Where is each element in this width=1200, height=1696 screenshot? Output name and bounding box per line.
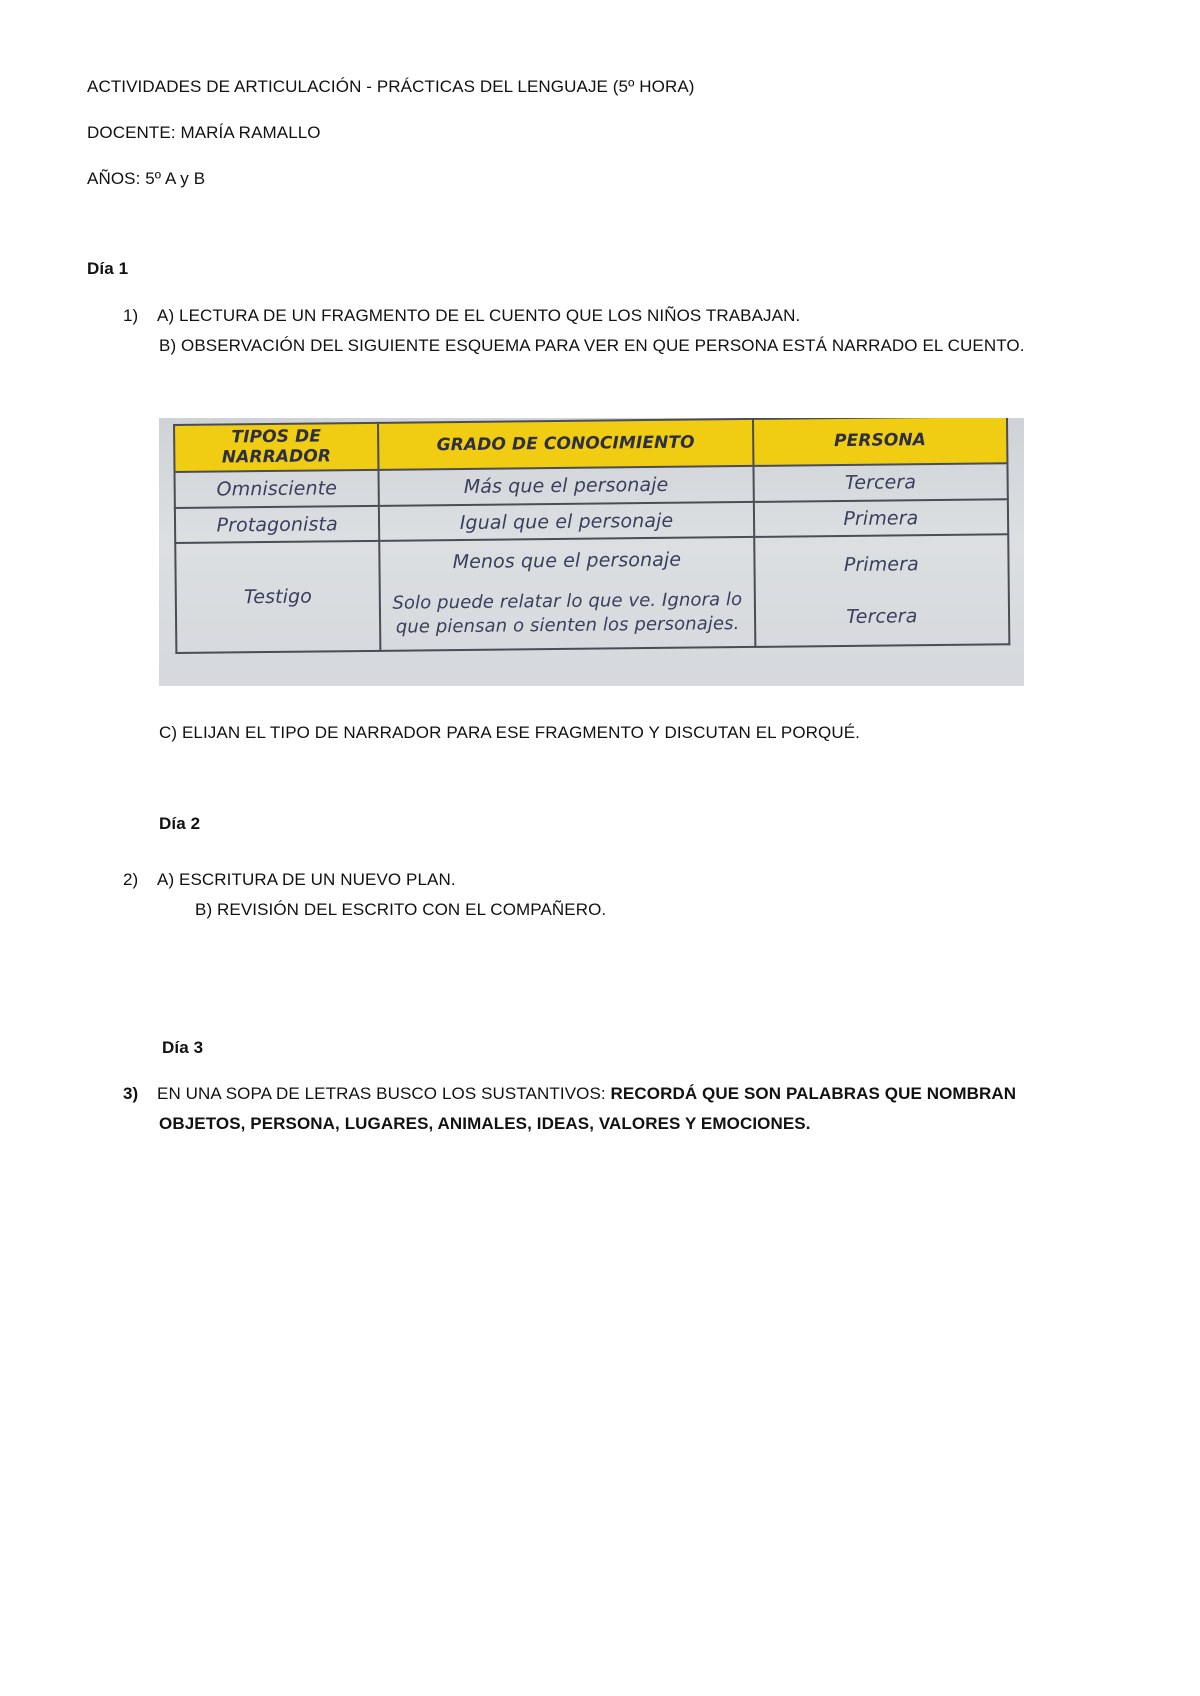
day1-number: 1) — [123, 306, 139, 325]
day1-heading: Día 1 — [87, 259, 129, 278]
document-title: ACTIVIDADES DE ARTICULACIÓN - PRÁCTICAS DEL LENGUAJE (5º HORA) — [87, 77, 695, 96]
day3-bold-2: OBJETOS, PERSONA, LUGARES, ANIMALES, IDEAS, VALORES Y EMOCIONES. — [159, 1114, 811, 1133]
table-cell: Primera — [754, 499, 1009, 537]
table-cell — [754, 535, 1009, 647]
day2-item-a — [123, 869, 456, 891]
table-cell: Omnisciente — [175, 470, 380, 508]
table-cell-line: Solo puede relatar lo que ve. Ignora lo que piensan o sienten los personajes. — [392, 589, 743, 638]
day3-item — [123, 1083, 1016, 1105]
table-cell-line: Tercera — [846, 605, 918, 629]
table-cell-line: Menos que el personaje — [452, 548, 682, 574]
day2-number: 2) — [123, 870, 139, 889]
day3-bold-1: RECORDÁ QUE SON PALABRAS QUE NOMBRAN — [610, 1084, 1017, 1103]
day3-number: 3) — [123, 1084, 139, 1103]
day1-item-c: C) ELIJAN EL TIPO DE NARRADOR PARA ESE FRAGMENTO Y DISCUTAN EL PORQUÉ. — [159, 723, 861, 742]
day1-item-a — [123, 305, 800, 327]
teacher-line: DOCENTE: MARÍA RAMALLO — [87, 123, 321, 142]
table-cell: Testigo — [175, 541, 380, 653]
day1-item-b: B) OBSERVACIÓN DEL SIGUIENTE ESQUEMA PARA VER EN QUE PERSONA ESTÁ NARRADO EL CUENTO. — [159, 336, 1025, 355]
narrator-table — [173, 418, 1010, 654]
day2-heading: Día 2 — [159, 814, 201, 833]
table-cell: Tercera — [753, 463, 1008, 501]
table-header: TIPOS DE NARRADOR — [174, 423, 379, 472]
day2-item-b: B) REVISIÓN DEL ESCRITO CON EL COMPAÑERO. — [195, 900, 607, 919]
day1-a-text: A) LECTURA DE UN FRAGMENTO DE EL CUENTO QUE LOS NIÑOS TRABAJAN. — [157, 306, 801, 325]
table-cell — [379, 537, 755, 650]
narrator-table-photo — [159, 418, 1024, 686]
table-row — [175, 535, 1009, 653]
table-cell-line: Primera — [843, 553, 919, 577]
day3-text: EN UNA SOPA DE LETRAS BUSCO LOS SUSTANTIVOS: — [157, 1084, 611, 1103]
table-header: GRADO DE CONOCIMIENTO — [378, 419, 753, 470]
table-cell: Más que el personaje — [379, 466, 754, 506]
day3-heading: Día 3 — [162, 1038, 204, 1057]
years-line: AÑOS: 5º A y B — [87, 169, 206, 188]
table-header: PERSONA — [753, 418, 1008, 466]
table-cell: Igual que el personaje — [379, 502, 754, 542]
table-cell: Protagonista — [175, 506, 380, 544]
day2-a-text: A) ESCRITURA DE UN NUEVO PLAN. — [157, 870, 456, 889]
